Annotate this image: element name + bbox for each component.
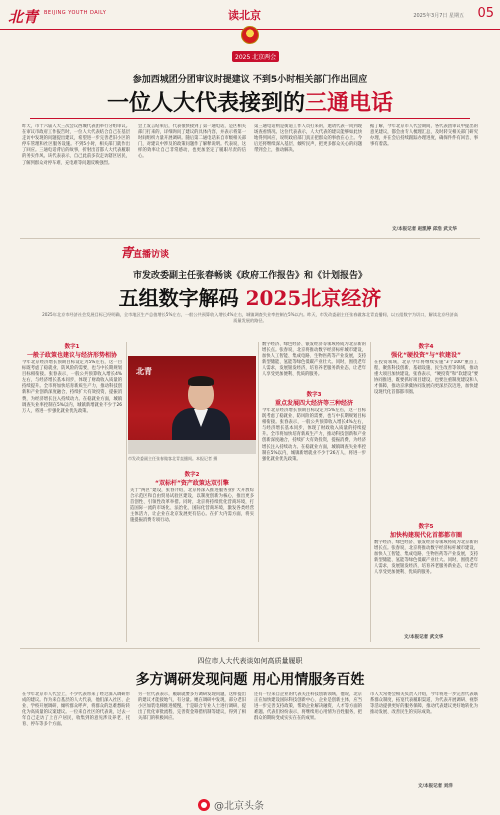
subhead-title: 重点发展四大经济等三种经济 [274,400,353,407]
subhead-number-4 [374,342,478,359]
two-sessions-badge [232,26,277,63]
live-tag-mark: 青 [120,246,134,261]
article2-headline-highlight: 2025北京经济 [245,286,382,310]
article1-column-2: 会上发言结束后，代表很快接到了第一通电话，是区相关部门打来的，详细询问了建议的具体内容，并表示将第一时间组织力量开展调研。随后第二通电话来自市级相关部门，对建议中涉及的政策问题作了解释说明。代表说，这样的效率让自己非常感动，也更加坚定了履职尽责的信心。 [138,124,246,160]
article1-headline-text: 一位人大代表接到的 [106,90,305,116]
column-rule [370,342,371,642]
article3-column-2: 另一位代表表示，履职就要多方调研发现问题，这样提出的建议才能接地气、有分量。她在调研中发现，部分老旧小区加装电梯推进缓慢，于是联合专业人士进行调研，提出了优化审批流程、完善资金筹措机制等建议，得到了相关部门的积极回应。 [138,692,246,722]
article3-kicker: 四位市人大代表谈如何高质量履职 [197,657,303,665]
subhead-number-label: 数字2 [184,472,200,478]
section-separator [20,238,480,239]
section-separator [20,648,480,649]
weibo-watermark [198,797,264,812]
article3-headline: 多方调研发现问题 用心用情服务百姓 [135,672,365,688]
issue-date: 2025年3月7日 星期五 [413,13,464,19]
article2-column-3b: 今年北京经济增长预期目标设定为5%左右，这一目标既考虑了稳就业、防风险的需要，也与中长期规划目标相衔接。张春表示，一般公共预算收入增长4%左右，与经济增长基本同步，体现了财政收入质量的持续提升。全市将加快培育新质生产力，推动科技创新和产业创新深度融合，持续扩大有效投资，提振消费，为经济增长注入持续动力。在稳就业方面，城镇调查失业率控制在5%以内，城镇新增就业不少于26万人，将进一步强化就业优先政策。 [262,408,366,462]
subhead-number-label: 数字4 [418,344,434,350]
article2-column-2: 关于“两区”建设，张春介绍，北京将深入推进服务业扩大开放综合示范区和自由贸易试验区建设，以制度创新为核心，推出更多首创性、引领性改革举措。同时，北京将持续优化营商环境，打造国际一流的市场化、法治化、国际化营商环境，激发各类经营主体活力，让企业在北京发展更有信心。在扩大内需方面，将实施提振消费专项行动。 [130,488,254,524]
article2-headline-text: 五组数字解码 [118,286,246,310]
article2-kicker: 市发改委副主任张春畅谈《政府工作报告》和《计划报告》 [132,271,367,281]
interviewee-photo [128,356,256,454]
subhead-number-5 [374,522,478,539]
article1-headline [0,86,500,117]
two-sessions-label: 2025 北京两会 [232,51,279,62]
subhead-number-2 [130,470,254,487]
newspaper-logo-english: BEIJING YOUTH DAILY [44,10,107,16]
article2-column-5: 数字经济、绿色经济、银发经济等领域将成为北京新的增长点。张春说，北京将推动数字经济标杆城市建设，加快人工智能、集成电路、生物医药等产业发展，支持新型储能、氢能等绿色低碳产业壮大。同时，围绕老年人需求，发展银发经济，培育养老服务新业态，让老年人享受更加便利、优质的服务。 [374,540,478,576]
article1-kicker: 参加西城团分团审议时提建议 不到5小时相关部门作出回应 [132,75,368,85]
column-rule [126,342,127,642]
page-number: 05 [477,6,494,21]
weibo-icon [198,799,210,811]
article1-headline-highlight: 三通电话 [305,90,394,116]
divider-rule [30,118,470,119]
photo-caption: 市发改委副主任张春做客北青直播间。本报记者 摄 [128,456,218,461]
article1-column-4: 据了解，今年北京市人代会期间，各代表团审议中提出的意见建议，都会由专人梳理汇总，及时转交相关部门研究办理，并在会后持续跟踪办理进度，确保件件有回音、事事有着落。 [370,124,478,148]
subhead-number-1 [22,342,122,359]
article3-column-3: 还有一位来自企业的代表关注科技创新领域，他说，北京正在加快建设国际科技创新中心，企业是创新主体，应当进一步完善支持政策，帮助企业解决融资、人才等方面的难题。代表们纷纷表示，将继续用心用情为百姓服务，把群众的期盼变成实实在在的成果。 [254,692,362,722]
article2-column-1: 今年北京经济增长预期目标设定为5%左右，这一目标既考虑了稳就业、防风险的需要，也与中长期规划目标相衔接。张春表示，一般公共预算收入增长4%左右，与经济增长基本同步，体现了财政收入质量的持续提升。全市将加快培育新质生产力，推动科技创新和产业创新深度融合，持续扩大有效投资，提振消费，为经济增长注入持续动力。在稳就业方面，城镇调查失业率控制在5%以内，城镇新增就业不少于26万人，将进一步强化就业优先政策。 [22,360,122,414]
article3-column-4: 市人大常委会相关负责人介绍，今年将进一步完善代表联系群众制度，拓宽代表履职渠道，为代表开展调研、视察等活动提供更好的服务保障，推动代表建议更好地转化为推动发展、改善民生的实际成效。 [370,692,478,716]
watermark-text: @北京头条 [214,801,264,812]
article1-column-1: 昨天，市十六届人大三次会议西城代表团举行分组审议。在审议市政府工作报告时，一位人大代表结合自己在基层走访中发现的问题提出建议，希望进一步完善老旧小区的停车管理和社区服务设施。不到5小时，相关部门就作出了回应。三通电话背后的故事，折射出首都人大代表履职的务实作风。该代表表示，自己此前多次走访辖区居民，了解到群众对停车难、充电难等问题反映强烈。 [22,124,130,166]
article2-column-4: 在投资领域，北京今年将继续实施“3个100”重点工程，聚焦科技创新、基础设施、民生改善等领域，推动重大项目加快建设。张春表示，“硬投资”和“软建设”要协同推进，既要抓好项目建设，也要注重制度建设和人才保障，推动京津冀协同发展向更深层次迈进，加快建设现代化首都都市圈。 [374,360,478,396]
live-tag-label: 直播访谈 [133,250,170,260]
live-interview-tag [120,242,169,261]
national-emblem-icon [241,26,259,44]
subhead-title: 一般子政策也建议与经济形势相协 [26,352,117,359]
person-hair [188,376,214,386]
article2-headline [0,282,500,311]
subhead-title: “双标杆”资产政策达双引擎 [155,480,229,487]
subhead-number-label: 数字5 [418,524,434,530]
article2-byline: 文/本报记者 武文华 [404,635,444,640]
subhead-title: 强化“硬投资”与“软建设” [391,352,461,359]
subhead-title: 加快构建现代化首都都市圈 [389,532,462,539]
subhead-number-label: 数字3 [306,392,322,398]
subhead-number-3 [262,390,366,407]
article3-byline: 文/本报记者 刘洋 [418,784,453,789]
desk-strip [128,440,256,454]
section-title: 读北京 [228,9,261,22]
article2-column-3a: 数字经济、绿色经济、银发经济等领域将成为北京新的增长点。张春说，北京将推动数字经济标杆城市建设，加快人工智能、集成电路、生物医药等产业发展，支持新型储能、氢能等绿色低碳产业壮大。同时，围绕老年人需求，发展银发经济，培育养老服务新业态，让老年人享受更加便利、优质的服务。 [262,342,366,378]
article1-column-3: 第三通电话则是街道工作人员打来的，邀请代表一同到现场查看情况。这位代表表示，人大代表的建议能够如此快地得到回应，说明政府部门真正把群众的事放在心上。今后还将继续深入基层、倾听民声，把更多群众关心的问题带到会上，推动解决。 [254,124,362,154]
column-rule [258,342,259,642]
newspaper-logo: 北青 [8,8,39,26]
article1-byline: 文/本报记者 赵凯婷 邱浩 武文华 [392,227,457,232]
subhead-number-label: 数字1 [64,344,80,350]
studio-logo: 北青 [136,366,152,376]
article2-summary: 2025年北京市经济社会发展目标已经明确，全市地区生产总值增长5%左右，一般公共预算收入增长4%左右，城镇调查失业率控制在5%以内。昨天，市发改委副主任张春做客北青直播间，以五组数字为切口，解读北京经济高质量发展的路径。 [42,312,458,323]
article3-column-1: 在今年北京市人代会上，不少代表带来了经过深入调研形成的建议。作为来自基层的人大代表，他们深入社区、企业、学校开展调研，倾听群众呼声，将群众的急难愁盼转化为高质量的议案建议。一位来自社区的代表说，过去一年自己走访了上百户居民，收集到的意见涉及养老、托育、停车等多个方面。 [22,692,130,728]
